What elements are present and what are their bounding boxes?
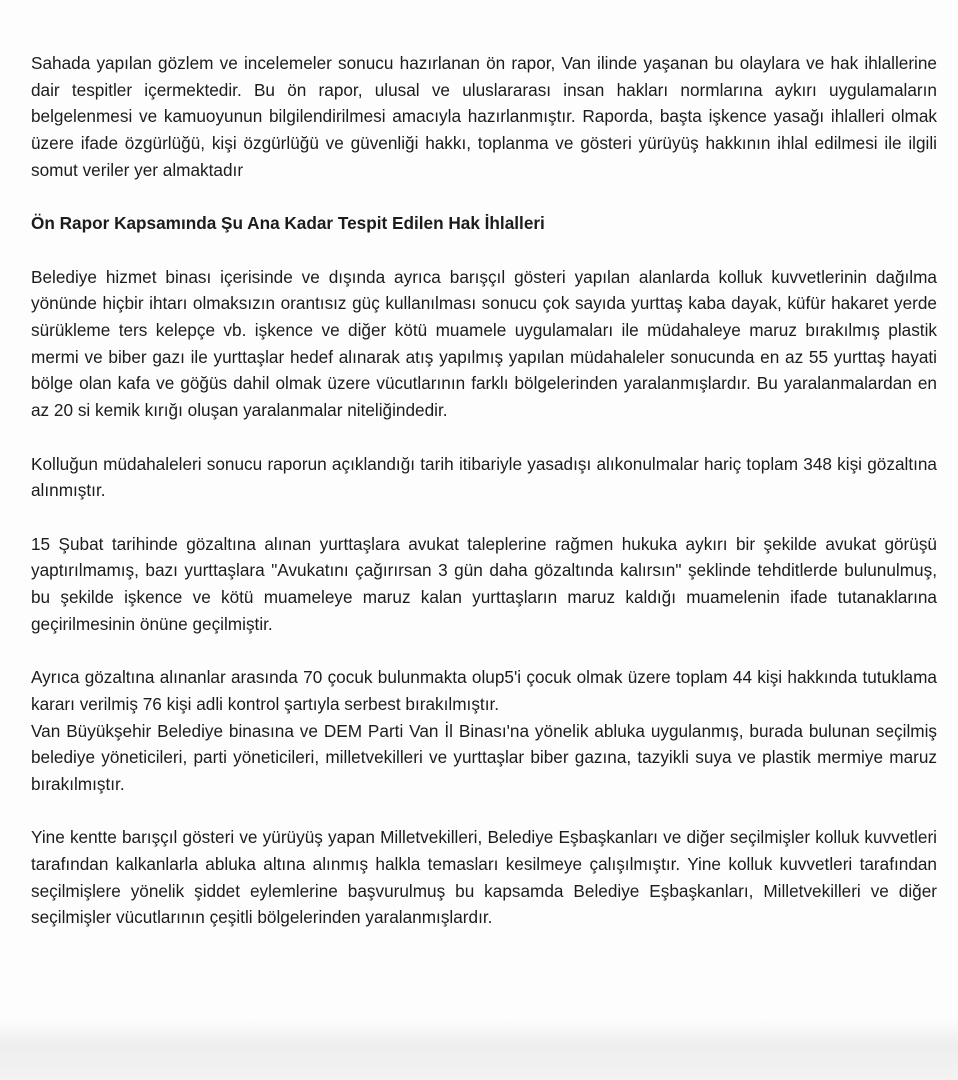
paragraph-spacer: [31, 798, 937, 825]
intro-paragraph: Sahada yapılan gözlem ve incelemeler sonucu hazırlanan ön rapor, Van ilinde yaşanan bu olaylara ve hak ihlallerine dair tespitler içermektedir. Bu ön rapor, ulusal ve uluslararası insan hakları normlarına aykırı uygulamaların belgelenmesi ve kamuoyunun bilgilendirilmesi amacıyla hazırlanmıştır. Raporda, başta işkence yasağı ihlalleri olmak üzere ifade özgürlüğü, kişi özgürlüğü ve güvenliği hakkı, toplanma ve gösteri yürüyüş hakkının ihlal edilmesi ile ilgili somut veriler yer almaktadır: [31, 53, 937, 180]
paragraph-spacer: [31, 184, 937, 211]
page-bottom-shadow: [0, 1018, 958, 1080]
lawyer-access-paragraph: 15 Şubat tarihinde gözaltına alınan yurttaşlara avukat taleplerine rağmen hukuka aykırı bir şekilde avukat görüşü yaptırılmamış, bazı yurttaşlara "Avukatını çağırırsan 3 gün daha gözaltında kalırsın" şeklinde tehditlerde bulunulmuş, bu şekilde işkence ve kötü muameleye maruz kalan yurttaşların maruz kaldığı muamelenin ifade tutanaklarına geçirilmesinin önüne geçilmiştir.: [31, 533, 937, 634]
blockade-paragraph: Van Büyükşehir Belediye binasına ve DEM Parti Van İl Binası'na yönelik abluka uygulanmış, burada bulunan seçilmiş belediye yöneticileri, parti yöneticileri, milletvekilleri ve yurttaşlar biber gazına, tazyikli suya ve plastik mermiye maruz bırakılmıştır.: [31, 720, 937, 794]
document-body: [31, 50, 937, 931]
detentions-paragraph: Kolluğun müdahaleleri sonucu raporun açıklandığı tarih itibariyle yasadışı alıkonulmalar hariç toplam 348 kişi gözaltına alınmıştır.: [31, 453, 937, 501]
paragraph-spacer: [31, 504, 937, 531]
section-heading: Ön Rapor Kapsamında Şu Ana Kadar Tespit Edilen Hak İhlalleri: [31, 213, 545, 234]
elected-officials-paragraph: Yine kentte barışçıl gösteri ve yürüyüş yapan Milletvekilleri, Belediye Eşbaşkanları ve diğer seçilmişler kolluk kuvvetleri tarafından kalkanlarla abluka altına alınmış halkla temasları kesilmeye çalışılmıştır. Yine kolluk kuvvetleri tarafından seçilmişlere yönelik şiddet eylemlerine başvurulmuş bu kapsamda Belediye Eşbaşkanları, Milletvekilleri ve diğer seçilmişler vücutlarının çeşitli bölgelerinden yaralanmışlardır.: [31, 827, 937, 928]
paragraph-spacer: [31, 637, 937, 664]
paragraph-spacer: [31, 424, 937, 451]
paragraph-spacer: [31, 237, 937, 264]
children-arrests-paragraph: Ayrıca gözaltına alınanlar arasında 70 çocuk bulunmakta olup5'i çocuk olmak üzere toplam 44 kişi hakkında tutuklama kararı verilmiş 76 kişi adli kontrol şartıyla serbest bırakılmıştır.: [31, 667, 937, 714]
violations-paragraph: Belediye hizmet binası içerisinde ve dışında ayrıca barışçıl gösteri yapılan alanlarda kolluk kuvvetlerinin dağılma yönünde hiçbir ihtarı olmaksızın orantısız güç kullanılması sonucu çok sayıda yurttaş kaba dayak, küfür hakaret yerde sürükleme ters kelepçe vb. işkence ve diğer kötü muamele uygulamaları ile müdahaleye maruz bırakılmış plastik mermi ve biber gazı ile yurttaşlar hedef alınarak atış yapılmış yapılan müdahaleler sonucunda en az 55 yurttaş hayati bölge olan kafa ve göğüs dahil olmak üzere vücutlarının farklı bölgelerinden yaralanmışlardır. Bu yaralanmalardan en az 20 si kemik kırığı oluşan yaralanmalar niteliğindedir.: [31, 266, 937, 421]
